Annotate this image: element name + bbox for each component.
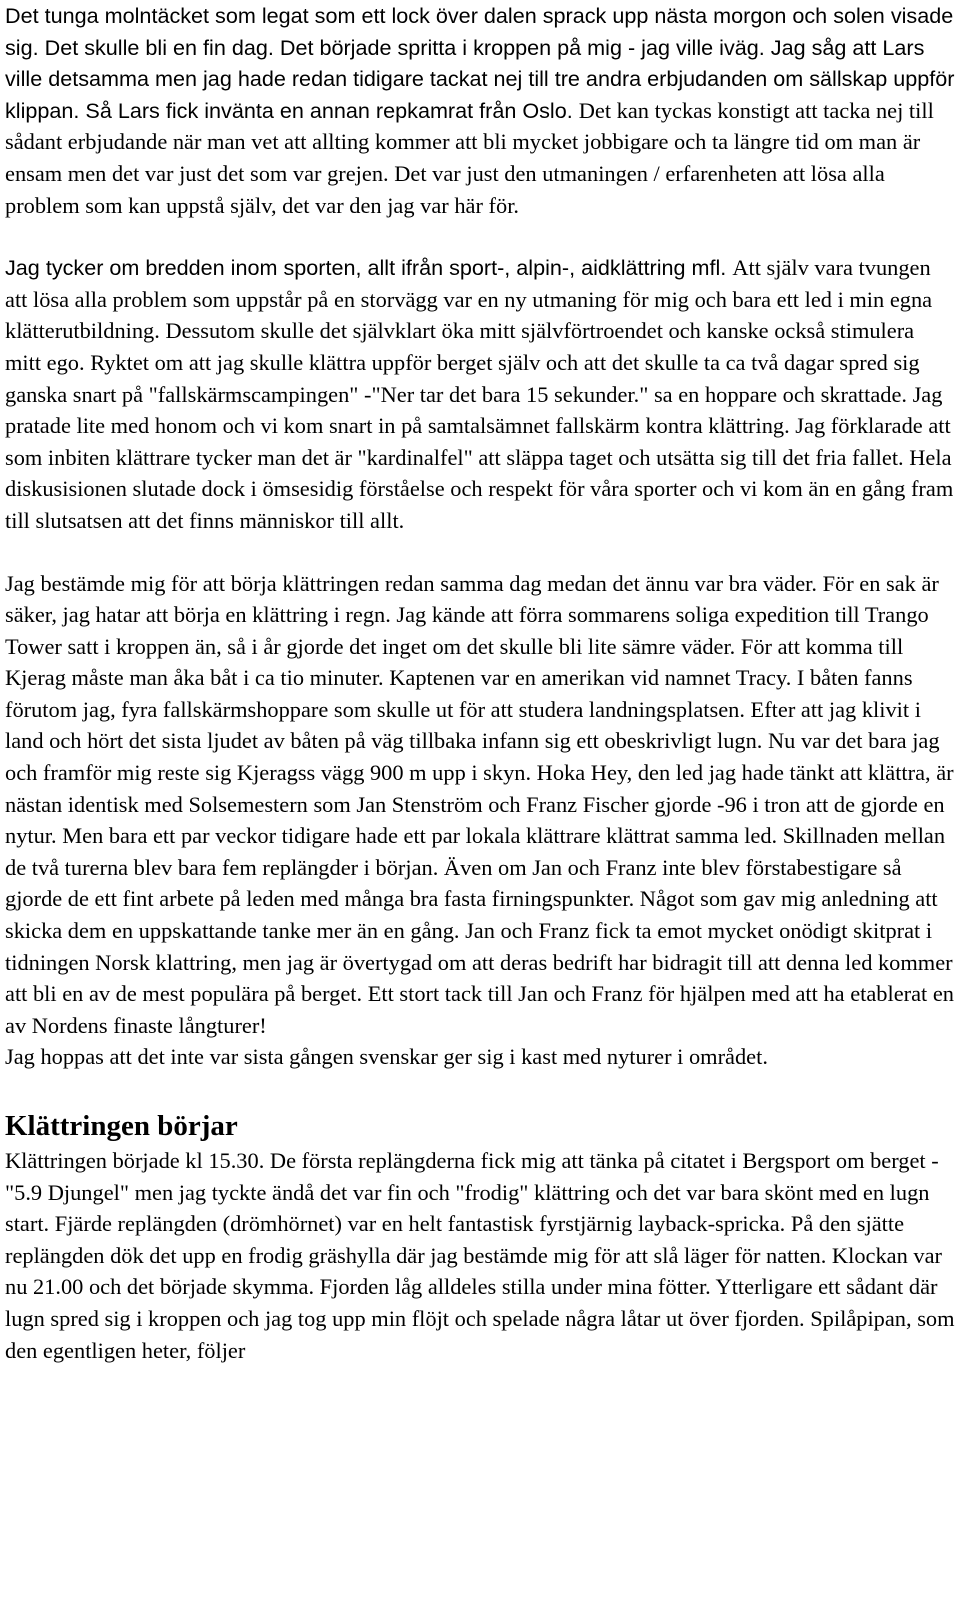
paragraph-hope-text: Jag hoppas att det inte var sista gången svenskar ger sig i kast med nyturer i området. <box>5 1044 768 1070</box>
document-page <box>5 0 955 1366</box>
paragraph-weather-part-1: Det tunga molntäcket som legat som ett lock över dalen sprack upp nästa morgon och solen visade sig. Det skulle bli en fin dag. Det började spritta i kroppen på mig - jag ville iväg. Jag såg att Lars ville detsamma men jag hade redan tidigare tackat nej till tre andra erbjudanden om sällskap uppför klippan. Så Lars fick invänta en annan repkamrat från Oslo. <box>5 3 955 123</box>
paragraph-sport-breadth-part-2: Att själv vara tvungen att lösa alla problem som uppstår på en storvägg var en ny utmaning för mig och bara ett led i min egna klätterutbildning. Dessutom skulle det självklart öka mitt självförtroendet och kanske också stimulera mitt ego. Ryktet om att jag skulle klättra uppför berget själv och att det skulle ta ca två dagar spred sig ganska snart på "fallskärmscampingen" -"Ner tar det bara 15 sekunder." sa en hoppare och skrattade. Jag pratade lite med honom och vi kom snart in på samtalsämnet fallskärm kontra klättring. Jag förklarade att som inbiten klättrare tycker man det är "kardinalfel" att släppa taget och utsätta sig till det fria fallet. Hela diskusisionen slutade dock i ömsesidig förståelse och respekt för våra sporter och vi kom än en gång fram till slutsatsen att det finns människor till allt. <box>5 255 954 533</box>
paragraph-sport-breadth <box>5 252 955 536</box>
paragraph-climb-begins <box>5 1145 955 1366</box>
paragraph-sport-breadth-part-1: Jag tycker om bredden inom sporten, allt ifrån sport-, alpin-, aidklättring mfl. <box>5 255 733 281</box>
paragraph-hope <box>5 1041 955 1073</box>
paragraph-climb-begins-text: Klättringen började kl 15.30. De första replängderna fick mig att tänka på citatet i Bergsport om berget -"5.9 Djungel" men jag tyckte ändå det var fin och "frodig" klättring och det var bara skönt med en lugn start. Fjärde replängden (drömhörnet) var en helt fantastisk fyrstjärnig layback-spricka. På den sjätte replängden dök det upp en frodig gräshylla där jag bestämde mig för att slå läger för natten. Klockan var nu 21.00 och det började skymma. Fjorden låg alldeles stilla under mina fötter. Ytterligare ett sådant där lugn spred sig i kroppen och jag tog upp min flöjt och spelade några låtar ut över fjorden. Spilåpipan, som den egentligen heter, följer <box>5 1148 955 1363</box>
section-heading: Klättringen börjar <box>5 1110 238 1142</box>
paragraph-start-climb <box>5 568 955 1042</box>
paragraph-weather <box>5 0 955 221</box>
paragraph-weather-part-2: Det kan tyckas konstigt att tacka nej till sådant erbjudande när man vet att allting kommer att bli mycket jobbigare och ta längre tid om man är ensam men det var just det som var grejen. Det var just den utmaningen / erfarenheten att lösa alla problem som kan uppstå själv, det var den jag var här för. <box>5 97 934 218</box>
paragraph-start-climb-text: Jag bestämde mig för att börja klättringen redan samma dag medan det ännu var bra väder. För en sak är säker, jag hatar att börja en klättring i regn. Jag kände att förra sommarens soliga expedition till Trango Tower satt i kroppen än, så i år gjorde det inget om det skulle bli lite sämre väder. För att komma till Kjerag måste man åka båt i ca tio minuter. Kaptenen var en amerikan vid namnet Tracy. I båten fanns förutom jag, fyra fallskärmshoppare som skulle ut för att studera landningsplatsen. Efter att jag klivit i land och hört det sista ljudet av båten på väg tillbaka infann sig ett obeskrivligt lugn. Nu var det bara jag och framför mig reste sig Kjeragss vägg 900 m upp i skyn. Hoka Hey, den led jag hade tänkt att klättra, är nästan identisk med Solsemestern som Jan Stenström och Franz Fischer gjorde -96 i tron att de gjorde en nytur. Men bara ett par veckor tidigare hade ett par lokala klättrare klättrat samma led. Skillnaden mellan de två turerna blev bara fem replängder i början. Även om Jan och Franz inte blev förstabestigare så gjorde de ett fint arbete på leden med många bra fasta firningspunkter. Något som gav mig anledning att skicka dem en uppskattande tanke mer än en gång. Jan och Franz fick ta emot mycket onödigt skitprat i tidningen Norsk klattring, men jag är övertygad om att deras bedrift har bidragit till att denna led kommer att bli en av de mest populära på berget. Ett stort tack till Jan och Franz för hjälpen med att ha etablerat en av Nordens finaste långturer! <box>5 570 954 1038</box>
